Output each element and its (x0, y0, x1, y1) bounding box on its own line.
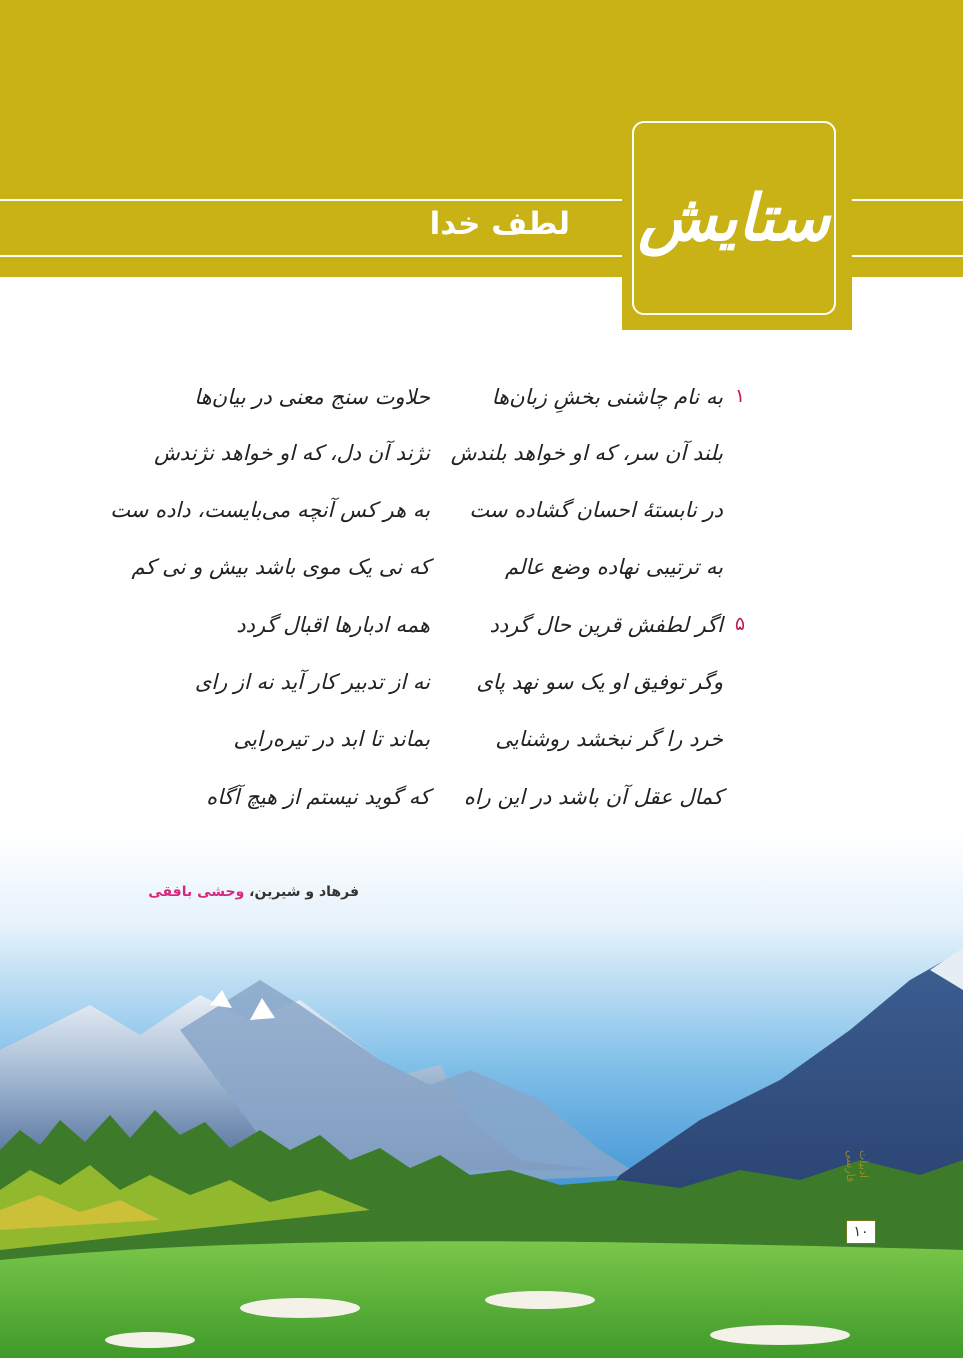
hemistich-right: خرد را گر نبخشد روشنایی (495, 727, 723, 751)
landscape-background-image (0, 830, 963, 1358)
hemistich-right: اگر لطفش قرین حال گردد (489, 613, 723, 637)
hemistich-right: در نابستهٔ احسان گشاده ست (469, 498, 723, 522)
verse-number: ۱ (734, 385, 746, 407)
hemistich-left: بماند تا ابد در تیره‌رایی (233, 727, 430, 751)
hemistich-left: که گوید نیستم از هیچ آگاه (206, 785, 430, 809)
hemistich-right: وگر توفیق او یک سو نهد پای (476, 670, 723, 694)
source-poet: وحشی بافقی (148, 884, 245, 900)
hemistich-left: نه از تدبیر کار آید نه از رای (194, 670, 430, 694)
verse (0, 385, 963, 439)
verse (0, 498, 963, 552)
page-number: ۱۰ (846, 1220, 876, 1244)
verse (0, 727, 963, 781)
verse (0, 670, 963, 724)
verse (0, 441, 963, 495)
hemistich-left: همه ادبارها اقبال گردد (236, 613, 430, 637)
poem-source (148, 884, 359, 900)
hemistich-right: بلند آن سر، که او خواهد بلندش (450, 441, 723, 465)
hemistich-left: به هر کس آنچه می‌بایست، داده ست (110, 498, 430, 522)
lesson-title: لطف خدا (429, 206, 570, 242)
hemistich-right: به ترتیبی نهاده وضع عالم (505, 555, 723, 579)
hemistich-right: به نام چاشنی بخشِ زبان‌ها (491, 385, 723, 409)
book-side-label: ادبیات فارسی (844, 1150, 870, 1183)
verse (0, 785, 963, 839)
hemistich-left: حلاوت سنج معنی در بیان‌ها (194, 385, 430, 409)
section-title: ستایش (638, 180, 830, 256)
verse (0, 555, 963, 609)
hemistich-left: نژند آن دل، که او خواهد نژندش (154, 441, 430, 465)
hemistich-right: کمال عقل آن باشد در این راه (463, 785, 723, 809)
section-badge-frame (632, 121, 836, 315)
source-work: فرهاد و شیرین، (244, 884, 359, 900)
hemistich-left: که نی یک موی باشد بیش و نی کم (131, 555, 430, 579)
verse-number: ۵ (734, 613, 746, 635)
verse (0, 613, 963, 667)
